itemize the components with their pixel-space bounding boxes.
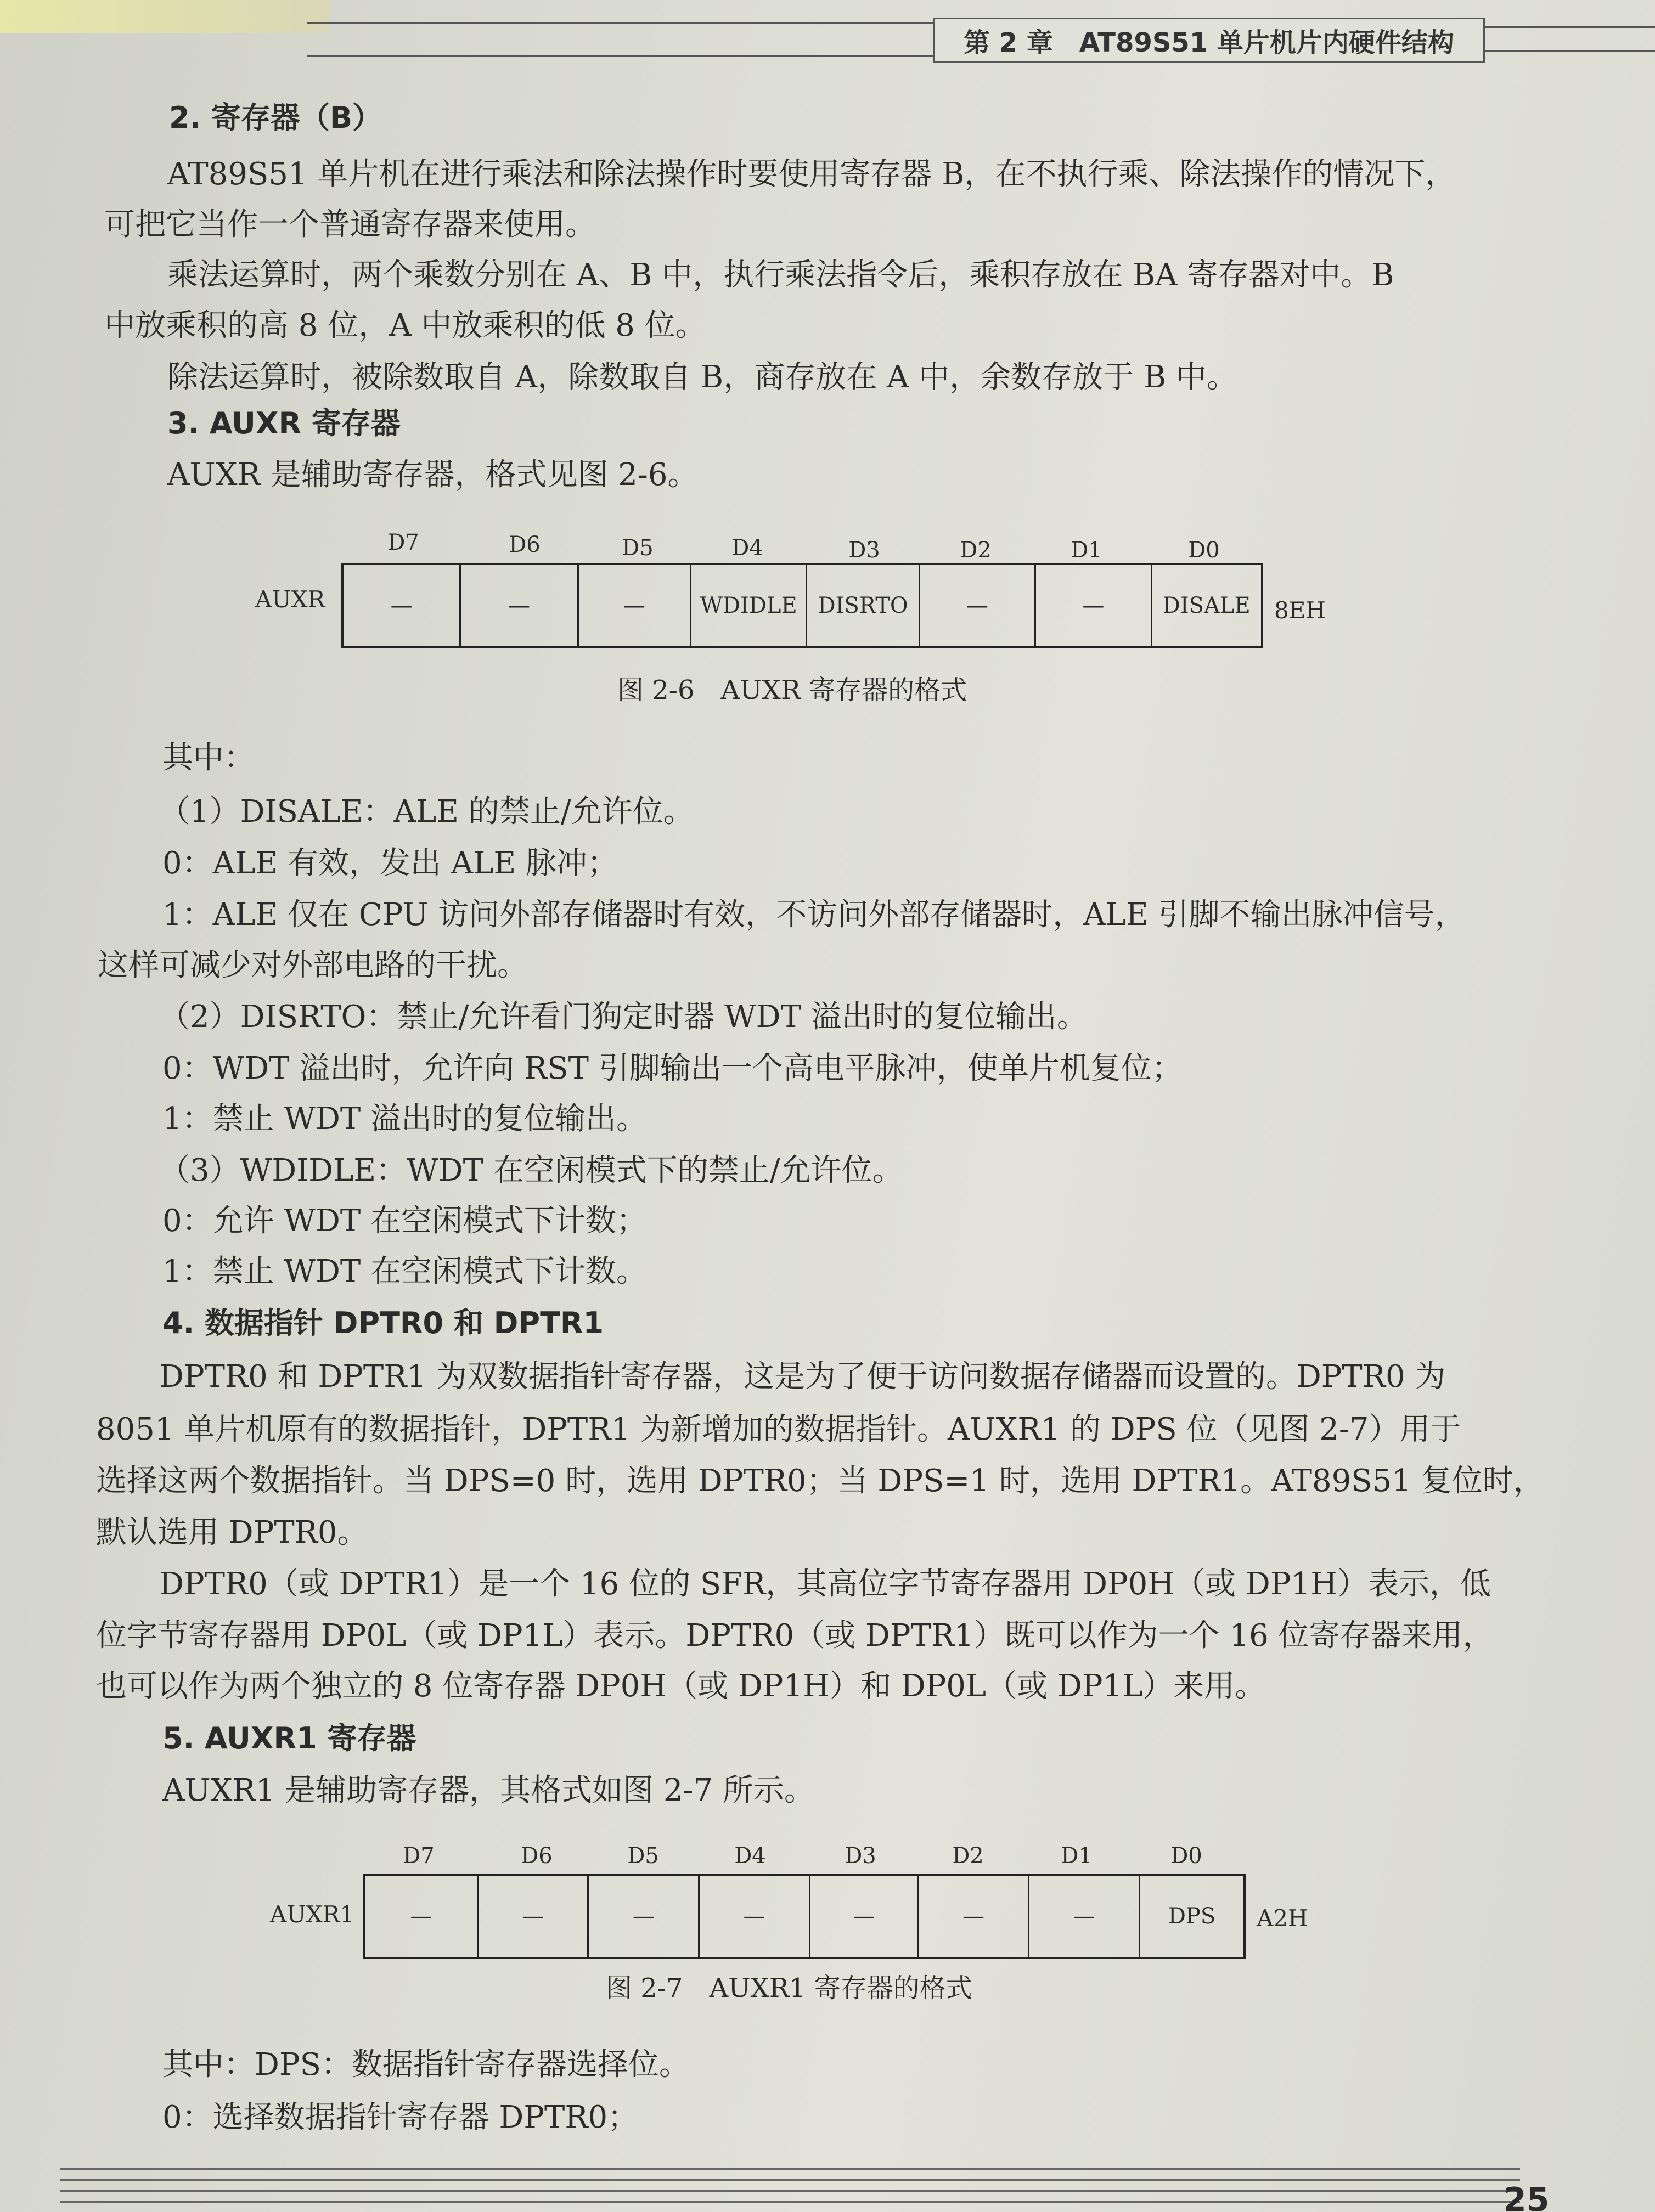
bit-label: D1 xyxy=(1061,1843,1093,1869)
bit-label: D6 xyxy=(521,1843,553,1869)
footer-rule xyxy=(60,2201,1520,2203)
bit-cell: — xyxy=(587,1876,698,1957)
bit-cell: — xyxy=(698,1876,809,1957)
paragraph-line: AT89S51 单片机在进行乘法和除法操作时要使用寄存器 B，在不执行乘、除法操作的情况下， xyxy=(167,156,1456,192)
list-item: 1：禁止 WDT 在空闲模式下计数。 xyxy=(162,1254,648,1289)
paragraph-line: 8051 单片机原有的数据指针，DPTR1 为新增加的数据指针。AUXR1 的 DPS 位（见图 2-7）用于 xyxy=(96,1412,1461,1447)
bit-cell: WDIDLE xyxy=(690,565,806,646)
header-rule xyxy=(307,55,933,57)
figure-caption: 图 2-6 AUXR 寄存器的格式 xyxy=(617,675,967,706)
paragraph-line: 默认选用 DPTR0。 xyxy=(96,1515,368,1550)
footer-rule xyxy=(60,2168,1520,2170)
bit-cell: — xyxy=(917,1876,1028,1957)
register-bit-table xyxy=(341,563,1263,648)
paragraph-line: DPTR0 和 DPTR1 为双数据指针寄存器，这是为了便于访问数据存储器而设置的。DPTR0 为 xyxy=(159,1359,1446,1395)
paragraph-line: DPTR0（或 DPTR1）是一个 16 位的 SFR，其高位字节寄存器用 DP0H（或 DP1H）表示，低 xyxy=(159,1566,1491,1602)
header-rule xyxy=(1482,26,1655,28)
footer-rule xyxy=(60,2179,1520,2181)
bit-cell: — xyxy=(919,565,1034,646)
bit-label: D2 xyxy=(960,538,992,563)
list-item: 1：ALE 仅在 CPU 访问外部存储器时有效，不访问外部存储器时，ALE 引脚不输出脉冲信号， xyxy=(162,897,1466,933)
paragraph-line: 选择这两个数据指针。当 DPS=0 时，选用 DPTR0；当 DPS=1 时，选用 DPTR1。AT89S51 复位时， xyxy=(96,1463,1544,1499)
bit-label: D5 xyxy=(622,535,654,561)
bit-cell: — xyxy=(410,1904,432,1929)
header-rule xyxy=(1482,50,1655,52)
bit-label: D7 xyxy=(387,530,419,555)
figure-caption: 图 2-7 AUXR1 寄存器的格式 xyxy=(606,1973,972,2004)
paragraph-line: 也可以作为两个独立的 8 位寄存器 DP0H（或 DP1H）和 DP0L（或 DP1L）来用。 xyxy=(96,1668,1266,1704)
list-item: （2）DISRTO：禁止/允许看门狗定时器 WDT 溢出时的复位输出。 xyxy=(159,999,1088,1035)
bit-label: D4 xyxy=(734,1843,766,1869)
list-item: 0：允许 WDT 在空闲模式下计数； xyxy=(162,1203,648,1239)
section-heading: 4. 数据指针 DPTR0 和 DPTR1 xyxy=(162,1306,604,1340)
paragraph-line: 可把它当作一个普通寄存器来使用。 xyxy=(104,207,596,242)
bit-cell: DISALE xyxy=(1151,565,1261,646)
section-heading: 3. AUXR 寄存器 xyxy=(167,406,401,441)
paragraph-line: 乘法运算时，两个乘数分别在 A、B 中，执行乘法指令后，乘积存放在 BA 寄存器对中。B xyxy=(167,257,1394,293)
list-item: （3）WDIDLE：WDT 在空闲模式下的禁止/允许位。 xyxy=(159,1153,903,1188)
paragraph-line: AUXR1 是辅助寄存器，其格式如图 2-7 所示。 xyxy=(162,1773,815,1808)
register-address: A2H xyxy=(1257,1905,1308,1932)
register-bit-table xyxy=(363,1874,1246,1959)
bit-label: D3 xyxy=(848,538,880,563)
bit-label: D0 xyxy=(1188,538,1220,563)
bit-cell: — xyxy=(390,593,413,618)
list-item: 这样可减少对外部电路的干扰。 xyxy=(98,947,528,983)
page-number: 25 xyxy=(1504,2181,1550,2212)
section-heading: 2. 寄存器（B） xyxy=(169,100,382,135)
list-item: 1：禁止 WDT 溢出时的复位输出。 xyxy=(162,1101,648,1137)
bit-cell: — xyxy=(809,1876,917,1957)
bit-label: D1 xyxy=(1071,538,1102,563)
bit-label: D5 xyxy=(627,1843,659,1869)
paragraph-line: 0：选择数据指针寄存器 DPTR0； xyxy=(162,2100,639,2135)
register-name: AUXR1 xyxy=(270,1901,354,1928)
bit-cell: DISRTO xyxy=(806,565,918,646)
bit-cell: — xyxy=(477,1876,588,1957)
bit-label: D2 xyxy=(952,1843,984,1869)
bit-label: D0 xyxy=(1170,1843,1202,1869)
bit-label: D4 xyxy=(731,535,763,561)
paragraph-line: AUXR 是辅助寄存器，格式见图 2-6。 xyxy=(167,457,699,493)
register-address: 8EH xyxy=(1274,597,1326,624)
footer-rule xyxy=(60,2190,1520,2192)
chapter-header: 第 2 章 AT89S51 单片机片内硬件结构 xyxy=(933,18,1485,63)
bit-cell: — xyxy=(459,565,577,646)
bit-cell: — xyxy=(577,565,690,646)
header-rule xyxy=(307,22,933,24)
section-heading: 5. AUXR1 寄存器 xyxy=(162,1721,416,1756)
paragraph-line: 中放乘积的高 8 位，A 中放乘积的低 8 位。 xyxy=(104,308,706,343)
bit-label: D7 xyxy=(403,1843,435,1869)
bit-label: D6 xyxy=(509,532,541,557)
bit-cell: — xyxy=(1028,1876,1139,1957)
list-item: 0：ALE 有效，发出 ALE 脉冲； xyxy=(162,845,618,881)
paragraph-line: 其中： xyxy=(162,740,255,776)
register-name: AUXR xyxy=(255,586,325,613)
bit-cell: DPS xyxy=(1139,1876,1243,1957)
bit-label: D3 xyxy=(845,1843,876,1869)
bit-cell: — xyxy=(1034,565,1150,646)
paragraph-line: 其中：DPS：数据指针寄存器选择位。 xyxy=(162,2047,690,2083)
list-item: 0：WDT 溢出时，允许向 RST 引脚输出一个高电平脉冲，使单片机复位； xyxy=(162,1051,1183,1086)
page-tab-decoration xyxy=(0,0,329,33)
paragraph-line: 位字节寄存器用 DP0L（或 DP1L）表示。DPTR0（或 DPTR1）既可以作为一个 16 位寄存器来用， xyxy=(96,1618,1494,1654)
list-item: （1）DISALE：ALE 的禁止/允许位。 xyxy=(159,794,694,830)
paragraph-line: 除法运算时，被除数取自 A，除数取自 B，商存放在 A 中，余数存放于 B 中。 xyxy=(167,359,1237,395)
